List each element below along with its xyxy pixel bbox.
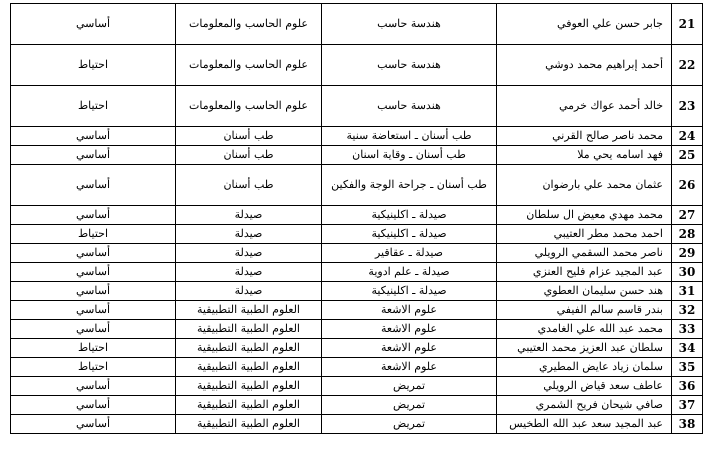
student-name-cell: عبد المجيد سعد عبد الله الطخيس bbox=[497, 415, 672, 434]
student-name-cell: أحمد إبراهيم محمد دوشي bbox=[497, 45, 672, 86]
table-row bbox=[11, 282, 703, 301]
student-name-cell: ناصر محمد السقمي الرويلي bbox=[497, 244, 672, 263]
table-row bbox=[11, 146, 703, 165]
college-cell: صيدلة bbox=[176, 206, 322, 225]
student-name-cell: سلمان زياد عايض المطيري bbox=[497, 358, 672, 377]
candidate-type-cell: أساسي bbox=[11, 282, 176, 301]
student-name-cell: بندر قاسم سالم الفيفي bbox=[497, 301, 672, 320]
row-number-cell: 33 bbox=[672, 320, 703, 339]
table-row bbox=[11, 127, 703, 146]
student-name-cell: عبد المجيد عزام فليح العنزي bbox=[497, 263, 672, 282]
college-cell: العلوم الطبية التطبيقية bbox=[176, 415, 322, 434]
candidate-type-cell: احتياط bbox=[11, 358, 176, 377]
specialization-cell: صيدلة ـ علم ادوية bbox=[322, 263, 497, 282]
college-cell: صيدلة bbox=[176, 244, 322, 263]
specialization-cell: تمريض bbox=[322, 377, 497, 396]
table-row bbox=[11, 225, 703, 244]
candidate-type-cell: أساسي bbox=[11, 320, 176, 339]
row-number-cell: 28 bbox=[672, 225, 703, 244]
row-number-cell: 38 bbox=[672, 415, 703, 434]
candidate-type-cell: أساسي bbox=[11, 263, 176, 282]
specialization-cell: علوم الاشعة bbox=[322, 301, 497, 320]
candidate-type-cell: أساسي bbox=[11, 415, 176, 434]
row-number-cell: 37 bbox=[672, 396, 703, 415]
college-cell: صيدلة bbox=[176, 225, 322, 244]
candidate-type-cell: أساسي bbox=[11, 301, 176, 320]
specialization-cell: علوم الاشعة bbox=[322, 358, 497, 377]
row-number-cell: 26 bbox=[672, 165, 703, 206]
students-table bbox=[10, 3, 703, 434]
student-name-cell: عاطف سعد قياض الرويلي bbox=[497, 377, 672, 396]
college-cell: العلوم الطبية التطبيقية bbox=[176, 377, 322, 396]
table-body bbox=[11, 4, 703, 434]
candidate-type-cell: احتياط bbox=[11, 339, 176, 358]
candidate-type-cell: احتياط bbox=[11, 45, 176, 86]
candidate-type-cell: أساسي bbox=[11, 206, 176, 225]
table-row bbox=[11, 377, 703, 396]
college-cell: العلوم الطبية التطبيقية bbox=[176, 301, 322, 320]
candidate-type-cell: أساسي bbox=[11, 244, 176, 263]
student-name-cell: سلطان عبد العزيز محمد العتيبي bbox=[497, 339, 672, 358]
candidate-type-cell: احتياط bbox=[11, 86, 176, 127]
student-name-cell: محمد ناصر صالح القرني bbox=[497, 127, 672, 146]
candidate-type-cell: أساسي bbox=[11, 377, 176, 396]
college-cell: صيدلة bbox=[176, 282, 322, 301]
row-number-cell: 25 bbox=[672, 146, 703, 165]
candidate-type-cell: أساسي bbox=[11, 127, 176, 146]
college-cell: علوم الحاسب والمعلومات bbox=[176, 86, 322, 127]
row-number-cell: 21 bbox=[672, 4, 703, 45]
student-name-cell: هند حسن سليمان العطوي bbox=[497, 282, 672, 301]
student-name-cell: خالد أحمد عواك خرمي bbox=[497, 86, 672, 127]
specialization-cell: صيدلة ـ عقاقير bbox=[322, 244, 497, 263]
student-name-cell: فهد اسامه يحي ملا bbox=[497, 146, 672, 165]
college-cell: طب أسنان bbox=[176, 165, 322, 206]
row-number-cell: 27 bbox=[672, 206, 703, 225]
table-row bbox=[11, 358, 703, 377]
specialization-cell: هندسة حاسب bbox=[322, 4, 497, 45]
table-row bbox=[11, 263, 703, 282]
row-number-cell: 29 bbox=[672, 244, 703, 263]
candidate-type-cell: أساسي bbox=[11, 4, 176, 45]
table-row bbox=[11, 396, 703, 415]
specialization-cell: هندسة حاسب bbox=[322, 86, 497, 127]
table-row bbox=[11, 415, 703, 434]
table-row bbox=[11, 244, 703, 263]
row-number-cell: 22 bbox=[672, 45, 703, 86]
row-number-cell: 24 bbox=[672, 127, 703, 146]
college-cell: علوم الحاسب والمعلومات bbox=[176, 45, 322, 86]
student-name-cell: عثمان محمد علي بارضوان bbox=[497, 165, 672, 206]
specialization-cell: صيدلة ـ اكلينيكية bbox=[322, 206, 497, 225]
specialization-cell: تمريض bbox=[322, 396, 497, 415]
table-row bbox=[11, 86, 703, 127]
row-number-cell: 23 bbox=[672, 86, 703, 127]
student-name-cell: احمد محمد مطر العتيبي bbox=[497, 225, 672, 244]
table-row bbox=[11, 320, 703, 339]
table-row bbox=[11, 4, 703, 45]
college-cell: العلوم الطبية التطبيقية bbox=[176, 320, 322, 339]
student-name-cell: محمد عبد الله علي الغامدي bbox=[497, 320, 672, 339]
table-row bbox=[11, 301, 703, 320]
candidate-type-cell: أساسي bbox=[11, 396, 176, 415]
student-name-cell: محمد مهدي معيض ال سلطان bbox=[497, 206, 672, 225]
row-number-cell: 34 bbox=[672, 339, 703, 358]
college-cell: صيدلة bbox=[176, 263, 322, 282]
specialization-cell: صيدلة ـ اكلينيكية bbox=[322, 282, 497, 301]
candidate-type-cell: احتياط bbox=[11, 225, 176, 244]
specialization-cell: طب أسنان ـ استعاضة سنية bbox=[322, 127, 497, 146]
student-name-cell: جابر حسن علي العوفي bbox=[497, 4, 672, 45]
candidate-type-cell: أساسي bbox=[11, 146, 176, 165]
college-cell: طب أسنان bbox=[176, 146, 322, 165]
table-row bbox=[11, 45, 703, 86]
table-row bbox=[11, 206, 703, 225]
row-number-cell: 36 bbox=[672, 377, 703, 396]
college-cell: علوم الحاسب والمعلومات bbox=[176, 4, 322, 45]
row-number-cell: 31 bbox=[672, 282, 703, 301]
candidate-type-cell: أساسي bbox=[11, 165, 176, 206]
college-cell: العلوم الطبية التطبيقية bbox=[176, 396, 322, 415]
specialization-cell: طب أسنان ـ جراحة الوجة والفكين bbox=[322, 165, 497, 206]
specialization-cell: تمريض bbox=[322, 415, 497, 434]
student-name-cell: صافي شيحان فريح الشمري bbox=[497, 396, 672, 415]
row-number-cell: 32 bbox=[672, 301, 703, 320]
row-number-cell: 30 bbox=[672, 263, 703, 282]
college-cell: العلوم الطبية التطبيقية bbox=[176, 339, 322, 358]
row-number-cell: 35 bbox=[672, 358, 703, 377]
college-cell: طب أسنان bbox=[176, 127, 322, 146]
specialization-cell: علوم الاشعة bbox=[322, 320, 497, 339]
table-row bbox=[11, 339, 703, 358]
specialization-cell: صيدلة ـ اكلينيكية bbox=[322, 225, 497, 244]
specialization-cell: طب أسنان ـ وقاية اسنان bbox=[322, 146, 497, 165]
specialization-cell: علوم الاشعة bbox=[322, 339, 497, 358]
table-row bbox=[11, 165, 703, 206]
specialization-cell: هندسة حاسب bbox=[322, 45, 497, 86]
college-cell: العلوم الطبية التطبيقية bbox=[176, 358, 322, 377]
